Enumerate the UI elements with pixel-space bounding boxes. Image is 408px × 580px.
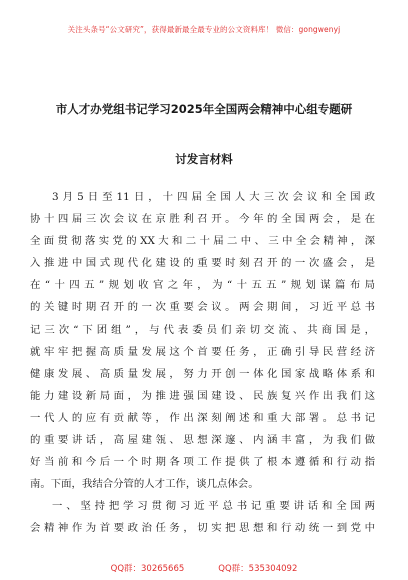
footer-qq-group-1: QQ群：30265665: [110, 564, 185, 574]
paragraph-intro: [30, 186, 375, 495]
text-line: 健康发展、高质量发展，努力开创一体化国家战略体系和: [30, 367, 375, 380]
footer-contact: [0, 562, 408, 574]
text-line: 记三次“下团组”，与代表委员们亲切交流、共商国是，: [30, 323, 375, 336]
text-line: 好当前和今后一个时期各项工作提供了根本遵循和行动指: [30, 456, 375, 469]
text-line: 入推进中国式现代化建设的重要时刻召开的一次盛会，是: [30, 257, 375, 270]
text-line: 能力建设新局面，为推进强国建设、民族复兴作出我们这: [30, 389, 375, 402]
text-line: 就牢牢把握高质量发展这个首要任务，正确引导民营经济: [30, 345, 375, 358]
text-line: 会精神作为首要政治任务，切实把思想和行动统一到党中: [30, 522, 375, 535]
text-line: 全面贯彻落实党的XX大和二十届二中、三中全会精神，深: [30, 235, 375, 248]
footer-qq-group-2: QQ群：535304092: [218, 564, 298, 574]
text-line: 在“十四五”规划收官之年，为“十五五”规划谋篇布局: [30, 279, 375, 292]
text-line: 一、坚持把学习贯彻习近平总书记重要讲话和全国两: [52, 500, 375, 512]
document-title-line-1: 市人才办党组书记学习2025年全国两会精神中心组专题研: [55, 102, 353, 116]
text-line: 南。下面，我结合分管的人才工作，谈几点体会。: [30, 478, 259, 491]
header-banner: 关注头条号“公文研究”，获得最新最全最专业的公文资料库！ 微信：gongwenyj: [67, 25, 341, 34]
text-line: 协十四届三次会议在京胜利召开。今年的全国两会，是在: [30, 213, 375, 226]
paragraph-section-one: [30, 495, 375, 539]
text-line: 的关键时期召开的一次重要会议。两会期间，习近平总书: [30, 301, 375, 314]
text-line: 一代人的应有贡献等，作出深刻阐述和重大部署。总书记: [30, 411, 375, 424]
document-title-line-2: 讨发言材料: [175, 152, 233, 166]
text-line: 3月5日至11日，十四届全国人大三次会议和全国政: [52, 191, 375, 203]
text-line: 的重要讲话，高屋建瓴、思想深邃、内涵丰富，为我们做: [30, 434, 375, 447]
